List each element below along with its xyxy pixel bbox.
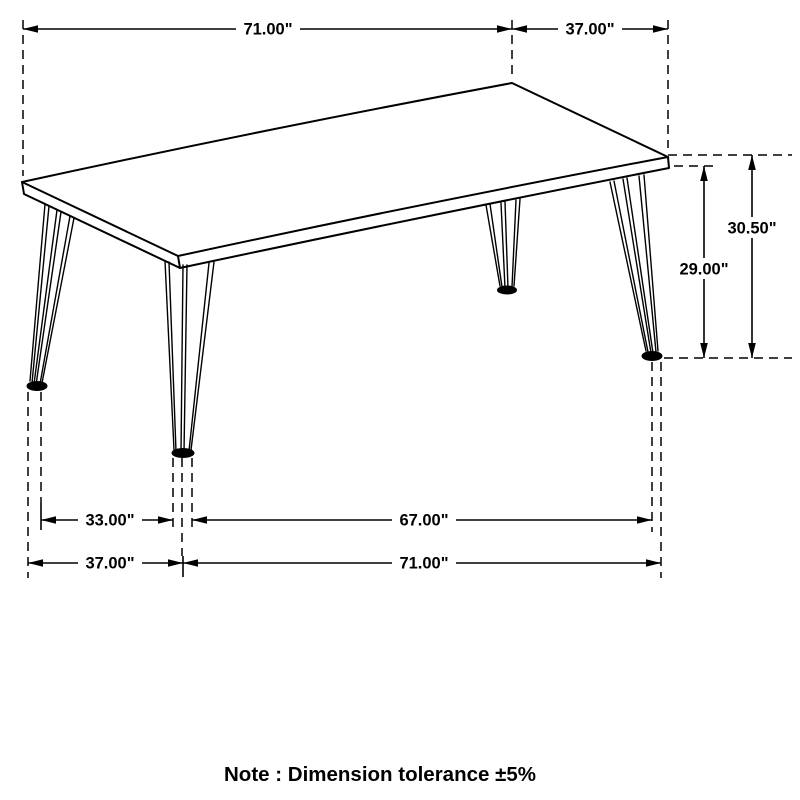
tabletop-side-faces: [22, 157, 669, 268]
leg-rod: [189, 263, 209, 451]
leg-rod: [639, 176, 656, 352]
dim-label-feet-length: 71.00": [399, 554, 449, 573]
leg-front: [165, 261, 214, 458]
leg-rod: [184, 265, 187, 452]
leg-left-foot: [27, 382, 47, 391]
leg-rod: [486, 205, 500, 286]
dim-label-feet-depth: 37.00": [85, 554, 135, 573]
leg-right-foot: [642, 352, 662, 361]
dimension-labels: [78, 18, 787, 573]
leg-back: [486, 199, 520, 294]
dim-label-overall-height: 30.50": [727, 219, 777, 238]
table-drawing: [22, 83, 669, 458]
leg-rod: [505, 202, 508, 288]
leg-rod: [501, 203, 505, 288]
dim-label-underside-height: 29.00": [679, 260, 729, 279]
leg-rod: [181, 265, 183, 452]
dim-label-top-length: 71.00": [243, 20, 293, 39]
tabletop: [22, 83, 669, 268]
tolerance-note: Note : Dimension tolerance ±5%: [224, 763, 536, 786]
leg-rod: [191, 262, 214, 450]
dim-label-top-depth: 37.00": [565, 20, 615, 39]
tabletop-top-face: [22, 83, 668, 256]
leg-right: [610, 175, 662, 361]
dimension-lines: [23, 29, 752, 563]
leg-rod: [42, 218, 74, 383]
leg-left: [27, 204, 74, 391]
dim-label-feet-inner-depth: 33.00": [85, 511, 135, 530]
dim-label-feet-inner-length: 67.00": [399, 511, 449, 530]
leg-front-foot: [172, 449, 194, 458]
leg-rod: [490, 204, 502, 287]
leg-back-foot: [498, 286, 517, 294]
